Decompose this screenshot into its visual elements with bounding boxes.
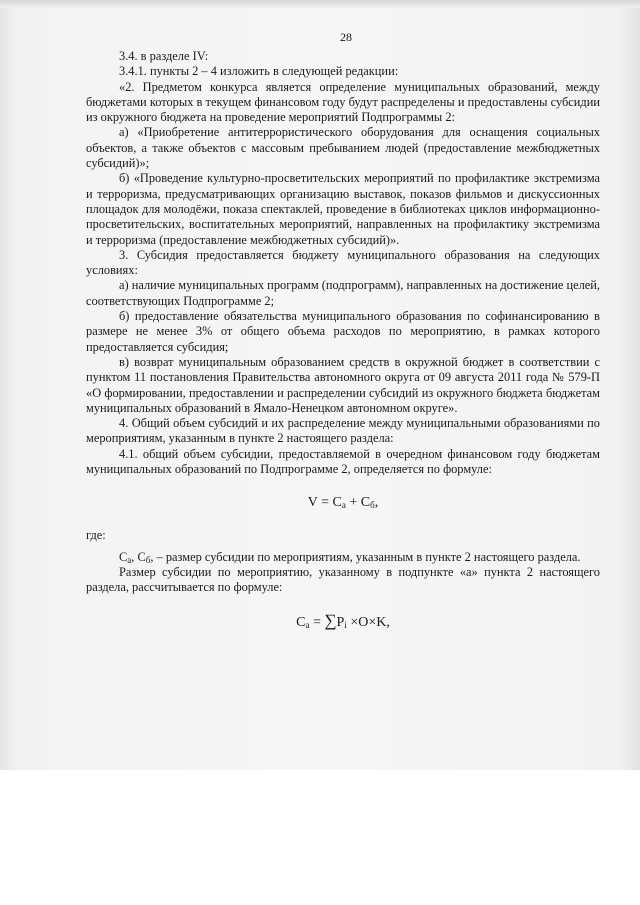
f2-sub-a: a <box>305 619 310 630</box>
condition-a: а) наличие муниципальных программ (подпрограмм), направленных на достижение целей, соответствующих Подпрограмме 2; <box>86 278 600 308</box>
formula-lhs: V = C <box>307 495 342 511</box>
paragraph-item-2: «2. Предметом конкурса является определение муниципальных образований, между бюджетами которых в текущем финансовом году будут распределены и предоставлены субсидии из окружного бюджета на проведение мероприятий Подпрограммы 2: <box>86 79 600 125</box>
def-text: , – размер субсидии по мероприятиям, указанным в пункте 2 настоящего раздела. <box>150 549 581 564</box>
f2-eq: = <box>309 614 325 630</box>
list-item-a: а) «Приобретение антитеррористического оборудования для оснащения социальных объектов, а также объектов с массовым пребыванием людей (предоставление межбюджетных субсидий)»; <box>86 125 600 171</box>
scan-top-edge <box>0 0 640 8</box>
where-label: где: <box>86 528 106 543</box>
def-sub-b: б <box>145 554 151 565</box>
formula-total-volume <box>86 494 600 512</box>
condition-b: б) предоставление обязательства муниципального образования по софинансированию в размере не менее 3% от общего объема расходов по мероприятию, в рамках которого предоставляется субсидия; <box>86 309 600 354</box>
list-item-b: б) «Проведение культурно-просветительских мероприятий по профилактике экстремизма и терроризма, предусматривающих организацию выставок, показов фильмов и дискуссионных площадок для молодёжи, показа спектаклей, проведение в библиотеках циклов информационно-просветительских, воспитательных мероприятий, направленных на профилактику экстремизма и терроризма (предоставление межбюджетных субсидий)». <box>86 171 600 247</box>
formula-subsidy-a <box>86 612 600 632</box>
def-comma: , C <box>131 549 146 564</box>
document-body <box>86 49 600 632</box>
page-number: 28 <box>340 30 352 44</box>
f2-p: P <box>336 614 345 630</box>
paragraph-item-4-1: 4.1. общий объем субсидии, предоставляемой в очередном финансовом году бюджетам муниципальных образований по Подпрограмме 2, определяется по формуле: <box>86 446 600 477</box>
f2-rest: ×O×K, <box>346 614 390 630</box>
paragraph-item-3: 3. Субсидия предоставляется бюджету муниципального образования на следующих условиях: <box>86 247 600 278</box>
sum-sign: ∑ <box>324 610 337 630</box>
def-c: C <box>119 549 128 564</box>
paragraph-item-4: 4. Общий объем субсидий и их распределение между муниципальными образованиями по мероприятиям, указанным в пункте 2 настоящего раздела: <box>86 416 600 446</box>
def-sub-a: a <box>127 554 132 565</box>
section-heading: 3.4. в разделе IV: <box>119 49 209 63</box>
condition-c: в) возврат муниципальным образованием средств в окружной бюджет в соответствии с пунктом 11 постановления Правительства автономного округа от 09 августа 2011 года № 579-П «О формировании, предоставлении и распределении субсидий из окружного бюджета бюджетам муниципальных образований в Ямало-Ненецком автономном округе». <box>86 354 600 415</box>
f2-c: C <box>296 614 306 630</box>
formula-tail: , <box>374 495 379 511</box>
formula-plus: + C <box>345 495 371 511</box>
formula-sub-b: б <box>370 500 375 511</box>
subsection-heading: 3.4.1. пункты 2 – 4 изложить в следующей редакции: <box>119 64 399 79</box>
paragraph-subsidy-size: Размер субсидии по мероприятию, указанному в подпункте «а» пункта 2 настоящего раздела, рассчитывается по формуле: <box>86 564 600 595</box>
formula-sub-a: a <box>341 500 346 511</box>
f2-sub-i: i <box>344 619 347 630</box>
definition-paragraph <box>86 550 600 565</box>
